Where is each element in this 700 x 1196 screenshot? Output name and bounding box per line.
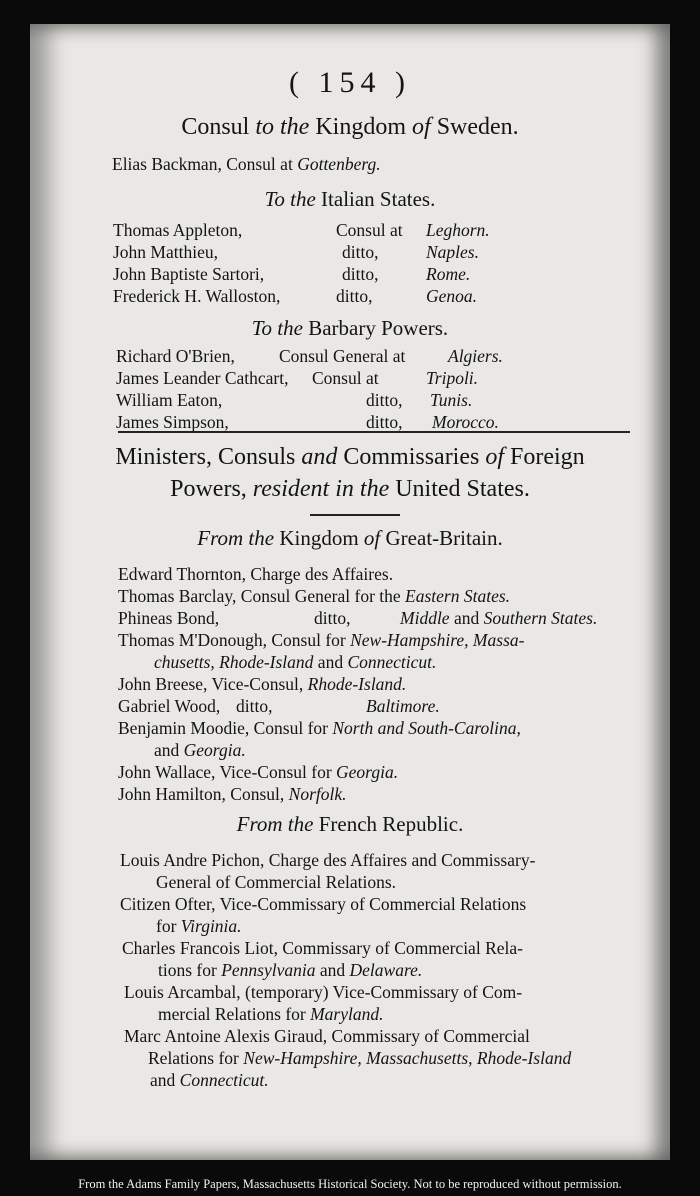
barbary-powers-heading: To the Barbary Powers. <box>251 316 449 340</box>
italian-title: Consul at <box>336 220 403 240</box>
britain-line: chusetts, Rhode-Island and Connecticut. <box>154 652 437 672</box>
barbary-place: Tripoli. <box>426 368 479 388</box>
ministers-heading-line2: Powers, resident in the United States. <box>170 476 530 502</box>
britain-line: Thomas Barclay, Consul General for the Eastern States. <box>118 586 511 606</box>
france-line: Louis Arcambal, (temporary) Vice-Commissary of Com- <box>124 982 523 1002</box>
france-line: for Virginia. <box>156 916 242 936</box>
france-line: Louis Andre Pichon, Charge des Affaires and Commissary- <box>120 850 536 870</box>
copyright-footer: From the Adams Family Papers, Massachusetts Historical Society. Not to be reproduced without permission. <box>78 1177 622 1191</box>
barbary-place: Algiers. <box>448 346 503 366</box>
france-line: Relations for New-Hampshire, Massachusetts, Rhode-Island <box>148 1048 572 1068</box>
barbary-name: James Leander Cathcart, <box>116 368 289 388</box>
italian-name: Thomas Appleton, <box>113 220 243 240</box>
italian-name: John Baptiste Sartori, <box>113 264 265 284</box>
italian-states-heading: To the Italian States. <box>264 187 436 211</box>
britain-ditto: ditto, <box>236 696 273 716</box>
barbary-place: Morocco. <box>432 412 499 432</box>
book-page <box>30 24 670 1160</box>
britain-line-places: Middle and Southern States. <box>400 608 598 628</box>
britain-ditto: ditto, <box>314 608 351 628</box>
france-line: Charles Francois Liot, Commissary of Commercial Rela- <box>122 938 523 958</box>
sweden-heading: Consul to the Kingdom of Sweden. <box>181 114 519 140</box>
britain-place: Baltimore. <box>366 696 440 716</box>
france-line: General of Commercial Relations. <box>156 872 397 892</box>
barbary-name: James Simpson, <box>116 412 229 432</box>
italian-place: Leghorn. <box>426 220 490 240</box>
italian-title: ditto, <box>336 286 373 306</box>
barbary-title: Consul General at <box>279 346 406 366</box>
barbary-name: William Eaton, <box>116 390 223 410</box>
short-divider <box>310 514 400 516</box>
britain-line: Thomas M'Donough, Consul for New-Hampshire, Massa- <box>118 630 525 650</box>
section-divider <box>118 431 630 433</box>
italian-name: Frederick H. Walloston, <box>113 286 281 306</box>
barbary-name: Richard O'Brien, <box>116 346 235 366</box>
sweden-consul-line: Elias Backman, Consul at Gottenberg. <box>112 154 381 174</box>
italian-title: ditto, <box>342 242 379 262</box>
barbary-title: ditto, <box>366 412 403 432</box>
britain-line: Benjamin Moodie, Consul for North and South-Carolina, <box>118 718 521 738</box>
france-line: mercial Relations for Maryland. <box>158 1004 384 1024</box>
britain-line: John Breese, Vice-Consul, Rhode-Island. <box>118 674 407 694</box>
barbary-title: Consul at <box>312 368 379 388</box>
britain-line: Gabriel Wood, <box>118 696 221 716</box>
ministers-heading-line1: Ministers, Consuls and Commissaries of Foreign <box>115 444 585 470</box>
italian-title: ditto, <box>342 264 379 284</box>
italian-place: Genoa. <box>426 286 478 306</box>
barbary-place: Tunis. <box>430 390 473 410</box>
great-britain-heading: From the Kingdom of Great-Britain. <box>197 526 503 550</box>
france-line: Marc Antoine Alexis Giraud, Commissary of Commercial <box>124 1026 530 1046</box>
italian-place: Naples. <box>426 242 479 262</box>
france-line: and Connecticut. <box>150 1070 269 1090</box>
britain-line: and Georgia. <box>154 740 246 760</box>
italian-name: John Matthieu, <box>113 242 218 262</box>
france-line: tions for Pennsylvania and Delaware. <box>158 960 423 980</box>
italian-place: Rome. <box>426 264 471 284</box>
britain-line: John Wallace, Vice-Consul for Georgia. <box>118 762 399 782</box>
britain-line: Phineas Bond, <box>118 608 220 628</box>
page-number: ( 154 ) <box>289 66 411 99</box>
britain-line: John Hamilton, Consul, Norfolk. <box>118 784 347 804</box>
barbary-title: ditto, <box>366 390 403 410</box>
france-line: Citizen Ofter, Vice-Commissary of Commercial Relations <box>120 894 527 914</box>
britain-line: Edward Thornton, Charge des Affaires. <box>118 564 394 584</box>
french-republic-heading: From the French Republic. <box>236 812 464 836</box>
